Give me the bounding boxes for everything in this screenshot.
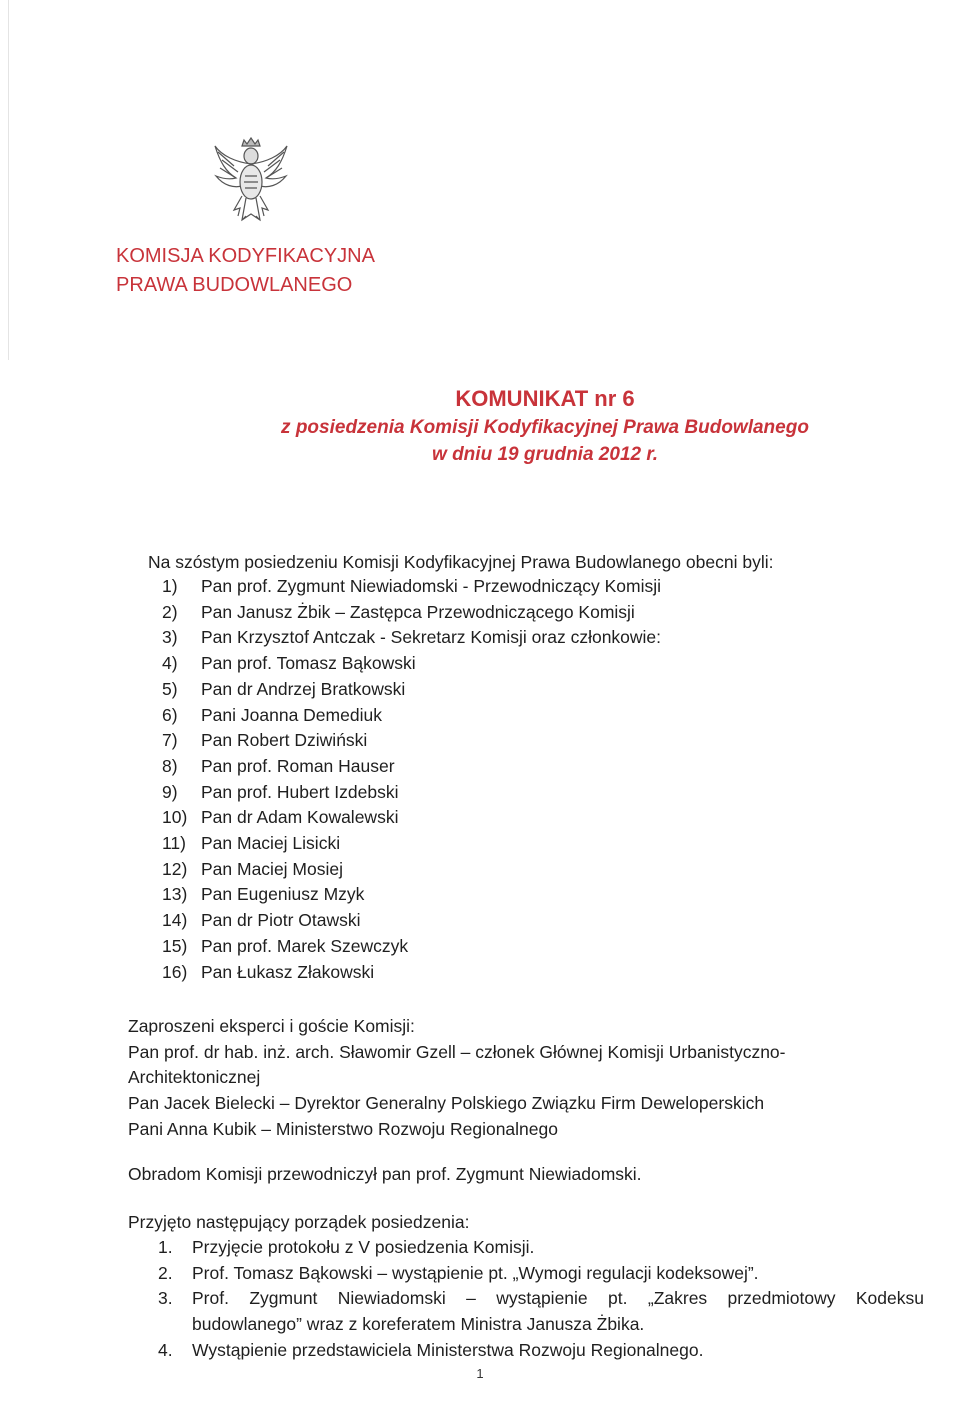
list-item: 12) Pan Maciej Mosiej — [162, 858, 343, 879]
guests-heading: Zaproszeni eksperci i goście Komisji: — [128, 1016, 415, 1036]
scan-edge-line — [8, 0, 9, 360]
agenda-list — [158, 1235, 924, 1364]
document-subtitle-line1: z posiedzenia Komisji Kodyfikacyjnej Prawa Budowlanego — [281, 417, 809, 438]
document-title: KOMUNIKAT nr 6 — [455, 386, 635, 411]
commission-name — [116, 242, 375, 300]
list-item: 11) Pan Maciej Lisicki — [162, 833, 341, 854]
commission-name-line2: PRAWA BUDOWLANEGO — [116, 274, 353, 296]
document-heading — [240, 384, 850, 468]
list-item: 2) Pan Janusz Żbik – Zastępca Przewodniczącego Komisji — [162, 601, 635, 622]
list-item: 1) Pan prof. Zygmunt Niewiadomski - Przewodniczący Komisji — [162, 576, 662, 596]
list-item: 8) Pan prof. Roman Hauser — [162, 755, 395, 776]
guest-item: Pan prof. dr hab. inż. arch. Sławomir Gzell – członek Głównej Komisji Urbanistyczno-Architektonicznej — [128, 1041, 786, 1088]
members-list — [162, 574, 661, 985]
document-subtitle-line2: w dniu 19 grudnia 2012 r. — [432, 444, 658, 465]
list-item: 2. Prof. Tomasz Bąkowski – wystąpienie pt. „Wymogi regulacji kodeksowej”. — [158, 1262, 759, 1283]
page-number: 1 — [476, 1366, 484, 1381]
list-item: 5) Pan dr Andrzej Bratkowski — [162, 678, 406, 699]
list-item: 13) Pan Eugeniusz Mzyk — [162, 884, 365, 905]
list-item: 4) Pan prof. Tomasz Bąkowski — [162, 653, 416, 674]
guests-section — [128, 1014, 848, 1143]
list-item: 7) Pan Robert Dziwiński — [162, 730, 368, 751]
commission-name-line1: KOMISJA KODYFIKACYJNA — [116, 245, 375, 267]
list-item: 15) Pan prof. Marek Szewczyk — [162, 935, 409, 956]
list-item: 9) Pan prof. Hubert Izdebski — [162, 781, 399, 802]
polish-eagle-emblem-icon — [212, 136, 290, 224]
list-item: 4. Wystąpienie przedstawiciela Ministerstwa Rozwoju Regionalnego. — [158, 1339, 704, 1360]
list-item: 16) Pan Łukasz Złakowski — [162, 961, 375, 982]
agenda-heading: Przyjęto następujący porządek posiedzenia: — [128, 1212, 470, 1232]
list-item: 10) Pan dr Adam Kowalewski — [162, 807, 399, 828]
list-item: 1. Przyjęcie protokołu z V posiedzenia Komisji. — [158, 1237, 535, 1257]
list-item: 6) Pani Joanna Demediuk — [162, 704, 382, 725]
list-item: 3. Prof. Zygmunt Niewiadomski – wystąpienie pt. „Zakres przedmiotowy Kodeksu budowlanego” wraz z koreferatem Ministra Janusza Żbika. — [158, 1288, 924, 1335]
attendance-intro: Na szóstym posiedzeniu Komisji Kodyfikacyjnej Prawa Budowlanego obecni byli: — [148, 552, 774, 572]
list-item: 14) Pan dr Piotr Otawski — [162, 910, 361, 931]
guest-item: Pan Jacek Bielecki – Dyrektor Generalny Polskiego Związku Firm Deweloperskich — [128, 1093, 765, 1114]
chair-statement: Obradom Komisji przewodniczył pan prof. Zygmunt Niewiadomski. — [128, 1164, 642, 1184]
list-item: 3) Pan Krzysztof Antczak - Sekretarz Komisji oraz członkowie: — [162, 627, 662, 648]
guest-item: Pani Anna Kubik – Ministerstwo Rozwoju Regionalnego — [128, 1118, 558, 1139]
